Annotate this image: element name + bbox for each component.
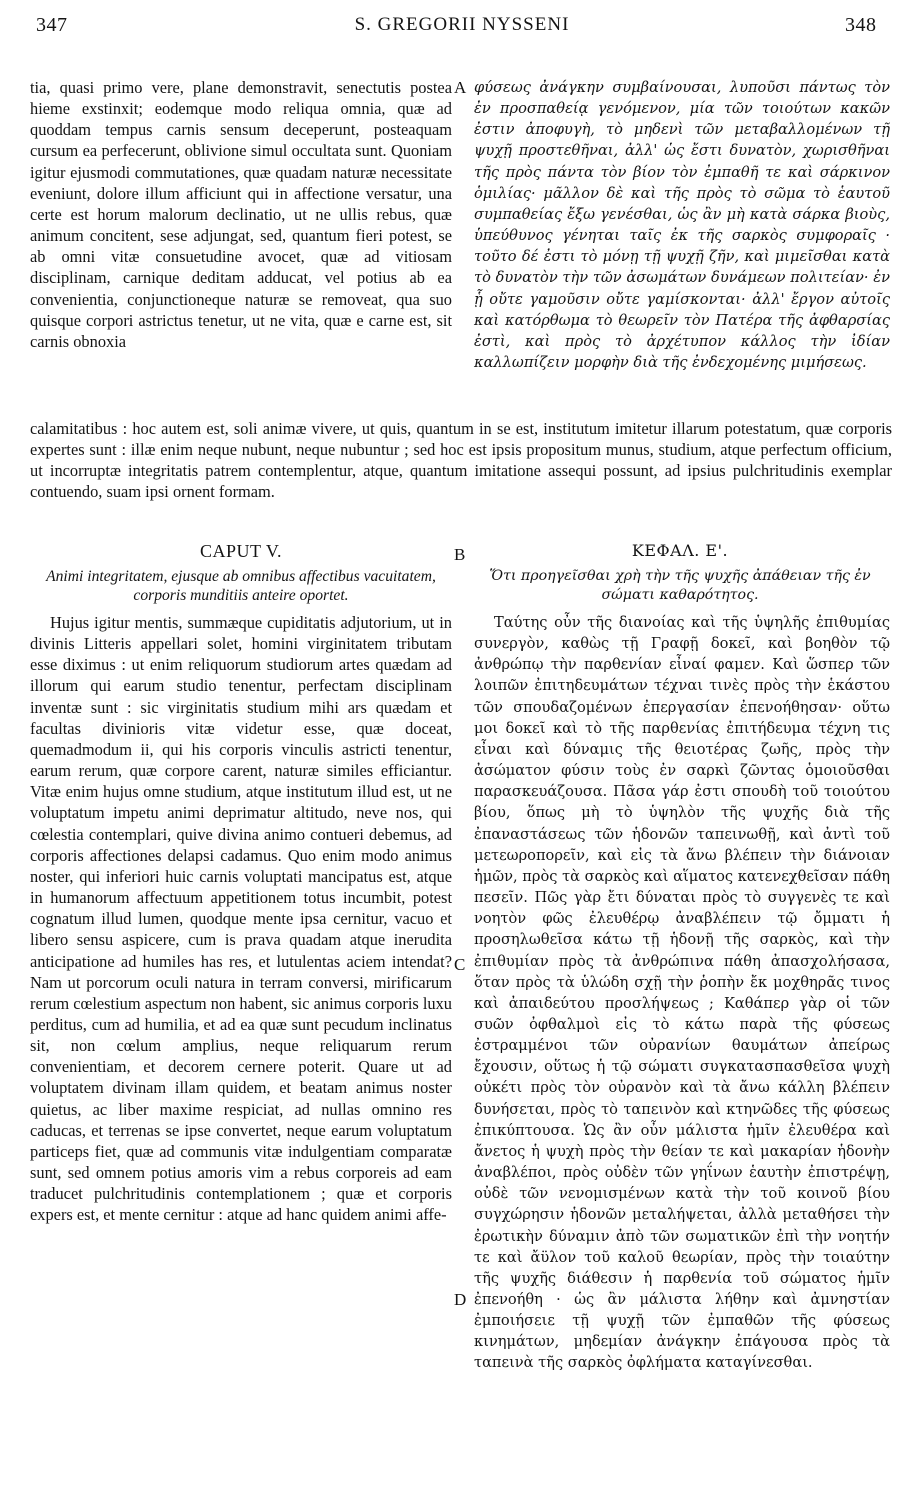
greek-column-top	[474, 77, 890, 373]
latin-paragraph: tia, quasi primo vere, plane demonstravit, senectutis postea hieme exstinxit; eodemque modo reliqua omnia, quæ ad quoddam tempus carnis sensum deceperunt, posteaquam cursum ea perfecerunt, oblivione simul occultata sunt. Quoniam igitur ejusmodi commutationes, quæ quadam naturæ necessitate eveniunt, dolore illum afficiunt qui in affectione versatur, una certe est horum malorum declinatio, ut ne ullis rebus, quæ animum concitent, sese adjungat, sed, quantum fieri potest, se ab omni vitæ consuetudine avocet, quæ ad vitiosam disciplinam, carnique deditam adducat, vel potius ab ea convenientia, conjunctioneque naturæ se removeat, qua suo quisque corpori astrictus tenetur, ut ne vita, quæ e carne est, sit carnis obnoxia	[30, 78, 452, 351]
chapter-heading-greek: ΚΕΦΑΛ. Ε'.	[631, 541, 729, 560]
chapter-summary-latin: Animi integritatem, ejusque ab omnibus affectibus vacuitatem, corporis munditiis anteire oportet.	[46, 568, 436, 604]
greek-column-main	[474, 612, 890, 1374]
latin-column-main	[30, 612, 452, 1226]
page-number-left: 347	[36, 14, 68, 36]
margin-letter-a: A	[454, 78, 467, 97]
latin-spanning-paragraph: calamitatibus : hoc autem est, soli animæ vivere, ut quis, quantum in se est, institutum imitetur illarum potestatum, quæ corporis expertes sunt : illæ enim neque nubunt, neque nubuntur ; sed hoc est ipsis propositum munus, studium, atque perfectum officium, ut incorruptæ integritatis patrem contemplentur, atque, quantum imitatione assequi possunt, ad ipsius pulchritudinis exemplar contuendo, suam ipsi ornent formam.	[30, 419, 892, 502]
chapter-heading-latin: CAPUT V.	[199, 541, 283, 561]
margin-letter-d: D	[454, 1290, 467, 1309]
running-title: S. GREGORII NYSSENI	[354, 14, 570, 35]
running-header	[0, 14, 924, 42]
latin-paragraph: Hujus igitur mentis, summæque cupiditatis adjutorium, ut in divinis Litteris appellari solet, homini virginitatem tributam esse diximus : ut enim reliquorum studiorum artes quædam ad illorum qui earum studio tenentur, perfectam disciplinam inventæ sunt : sic virginitatis studium mihi ars quædam et facultas divinioris vitæ videtur esse, quæ doceat, quemadmodum ii, qui his corporis vinculis astricti tenentur, earum rerum, quæ corpore carent, naturæ similes efficiantur. Vitæ enim hujus omne studium, atque institutum illud est, ut ne voluptatum impetu animi deprimatur altitudo, neve nos, qui cœlestia contemplari, quive divina animo contueri debemus, ad corporis affectiones delapsi cadamus. Quo enim modo animus noster, qui inferiori huic carnis voluptati mancipatus est, atque in humanorum affectuum appetitionem totus incumbit, potest cognatum illud lumen, quodque mente ipsa cernitur, vacuo et libero sensu aspicere, cum is prava quadam atque inerudita anticipatione ad humiles has res, et lutulentas aciem intendat? Nam ut porcorum oculi natura in terram conversi, mirificarum rerum cœlestium aspectum non habent, sic animus corporis luxu perditus, cum ad humilia, et ad ea quæ sunt pecudum inclinatus sit, non cœlum amplius, neque reliquarum rerum convenientiam, et decorem cernere poterit. Quare ut ad voluptatem divinam illam quidem, et beatam animus noster quietus, ac liber maxime respiciat, ad nullas omnino res caducas, et terrenas se ipse convertet, neque earum voluptatum particeps fiet, quæ ad communis vitæ indulgentiam comparatæ sunt, sed omnem potius amoris vim a rebus corporeis ad eam traducet pulchritudinis contemplationem ; quæ et corporis expers est, et mente cernitur : atque ad hanc quidem animi affe-	[30, 613, 452, 1225]
margin-letter-c: C	[454, 955, 466, 974]
chapter-summary-greek: Ὅτι προηγεῖσθαι χρὴ τὴν τῆς ψυχῆς ἀπάθειαν τῆς ἐν σώματι καθαρότητος.	[489, 568, 871, 603]
greek-paragraph: Ταύτης οὖν τῆς διανοίας καὶ τῆς ὑψηλῆς ἐπιθυμίας συνεργὸν, καθὼς τῇ Γραφῇ δοκεῖ, καὶ βοηθὸν τῷ ἀνθρώπῳ τὴν παρθενίαν εἶναί φαμεν. Καὶ ὥσπερ τῶν λοιπῶν ἐπιτηδευμάτων τέχναι τινὲς πρὸς τὴν ἑκάστου τῶν σπουδαζομένων ἐπεργασίαν ἐπενοήθησαν· οὕτω μοι δοκεῖ καὶ τὸ τῆς παρθενίας ἐπιτήδευμα τέχνη τις εἶναι καὶ δύναμις τῆς θειοτέρας ζωῆς, πρὸς τὴν ἀσώματον φύσιν τοὺς ἐν σαρκὶ ζῶντας ὁμοιοῦσθαι παρασκευάζουσα. Πᾶσα γάρ ἐστι σπουδὴ τοῦ τοιούτου βίου, ὅπως μὴ τὸ ὑψηλὸν τῆς ψυχῆς διὰ τῆς ἐπαναστάσεως τῶν ἡδονῶν ταπεινωθῇ, καὶ ἀντὶ τοῦ μετεωροπορεῖν, καὶ εἰς τὰ ἄνω βλέπειν τὴν διάνοιαν ἡμῶν, πρὸς τὰ σαρκὸς καὶ αἵματος κατενεχθεῖσαν πάθη πεσεῖν. Πῶς γὰρ ἔτι δύναται πρὸς τὸ συγγενὲς τε καὶ νοητὸν φῶς ἐλευθέρῳ ἀναβλέπειν τῷ ὄμματι ἡ προσηλωθεῖσα κάτω τῇ ἡδονῇ τῆς σαρκὸς, καὶ τὴν ἐπιθυμίαν πρὸς τὰ ἀνθρώπινα πάθη ἀπασχολήσασα, ὅταν πρὸς τὰ ὑλώδη σχῇ τὴν ῥοπὴν ἔκ μοχθηρᾶς τινος καὶ ἀπαιδεύτου προσλήψεως ; Καθάπερ γὰρ οἱ τῶν συῶν ὀφθαλμοὶ εἰς τὸ κάτω παρὰ τῆς φύσεως ἐστραμμένοι τῶν οὐρανίων θαυμάτων ἀπείρως ἔχουσιν, οὕτως ἡ τῷ σώματι συγκατασπασθεῖσα ψυχὴ οὐκέτι πρὸς τὸν οὐρανὸν καὶ τὰ ἄνω κάλλη βλέπειν δυνήσεται, πρὸς τὸ ταπεινὸν καὶ κτηνῶδες τῆς φύσεως ἐπικύπτουσα. Ὡς ἂν οὖν μάλιστα ἡμῖν ἐλευθέρα καὶ ἄνετος ἡ ψυχὴ πρὸς τὴν θείαν τε καὶ μακαρίαν ἡδονὴν ἀναβλέποι, πρὸς οὐδὲν τῶν γηΐνων ἑαυτὴν ἐπιστρέψῃ, οὐδὲ τῶν νενομισμένων κατὰ τὴν τοῦ κοινοῦ βίου συγχώρησιν ἡδονῶν μεταλήψεται, ἀλλὰ μεταθήσει τὴν ἐρωτικὴν δύναμιν ἀπὸ τῶν σωματικῶν ἐπὶ τὴν νοητήν τε καὶ ἄϋλον τοῦ καλοῦ θεωρίαν, πρὸς τὴν τοιαύτην τῆς ψυχῆς διάθεσιν ἡ παρθενία τοῦ σώματος ἡμῖν ἐπενοήθη · ὡς ἂν μάλιστα λήθην καὶ ἀμνηστίαν ἐμποιήσειε τῇ ψυχῇ τῶν ἐμπαθῶν τῆς φύσεως κινημάτων, μηδεμίαν ἀνάγκην ἐπάγουσα πρὸς τὰ ταπεινὰ τῆς σαρκὸς ὀφλήματα καταγίνεσθαι.	[474, 614, 890, 1372]
greek-paragraph: φύσεως ἀνάγκην συμβαίνουσαι, λυποῦσι πάντως τὸν ἐν προσπαθείᾳ γενόμενον, μία τῶν τοιούτων κακῶν ἐστιν ἀποφυγὴ, τὸ μηδενὶ τῶν μεταβαλλομένων τῇ ψυχῇ προστεθῆναι, ἀλλ' ὡς ἔστι δυνατὸν, χωρισθῆναι τῆς πρὸς πάντα τὸν βίον τὸν ἐμπαθῆ τε καὶ σάρκινον ὁμιλίας· μᾶλλον δὲ καὶ τῆς πρὸς τὸ σῶμα τὸ ἑαυτοῦ συμπαθείας ἔξω γενέσθαι, ὡς ἂν μὴ κατὰ σάρκα βιοὺς, ὑπεύθυνος γένηται ταῖς ἐκ τῆς σαρκὸς συμφοραῖς · τοῦτο δέ ἐστι τὸ μόνῃ τῇ ψυχῇ ζῆν, καὶ μιμεῖσθαι κατὰ τὸ δυνατὸν τὴν τῶν ἀσωμάτων δυνάμεων πολιτείαν· ἐν ᾗ οὔτε γαμοῦσιν οὔτε γαμίσκονται· ἀλλ' ἔργον αὐτοῖς καὶ κατόρθωμα τὸ θεωρεῖν τὸν Πατέρα τῆς ἀφθαρσίας ἐστὶ, καὶ πρὸς τὸ ἀρχέτυπον κάλλος τὴν ἰδίαν καλλωπίζειν μορφὴν διὰ τῆς ἐνδεχομένης μιμήσεως.	[474, 79, 890, 372]
latin-column-top	[30, 77, 452, 352]
margin-letter-b: B	[454, 545, 466, 564]
page-number-right: 348	[845, 14, 877, 36]
